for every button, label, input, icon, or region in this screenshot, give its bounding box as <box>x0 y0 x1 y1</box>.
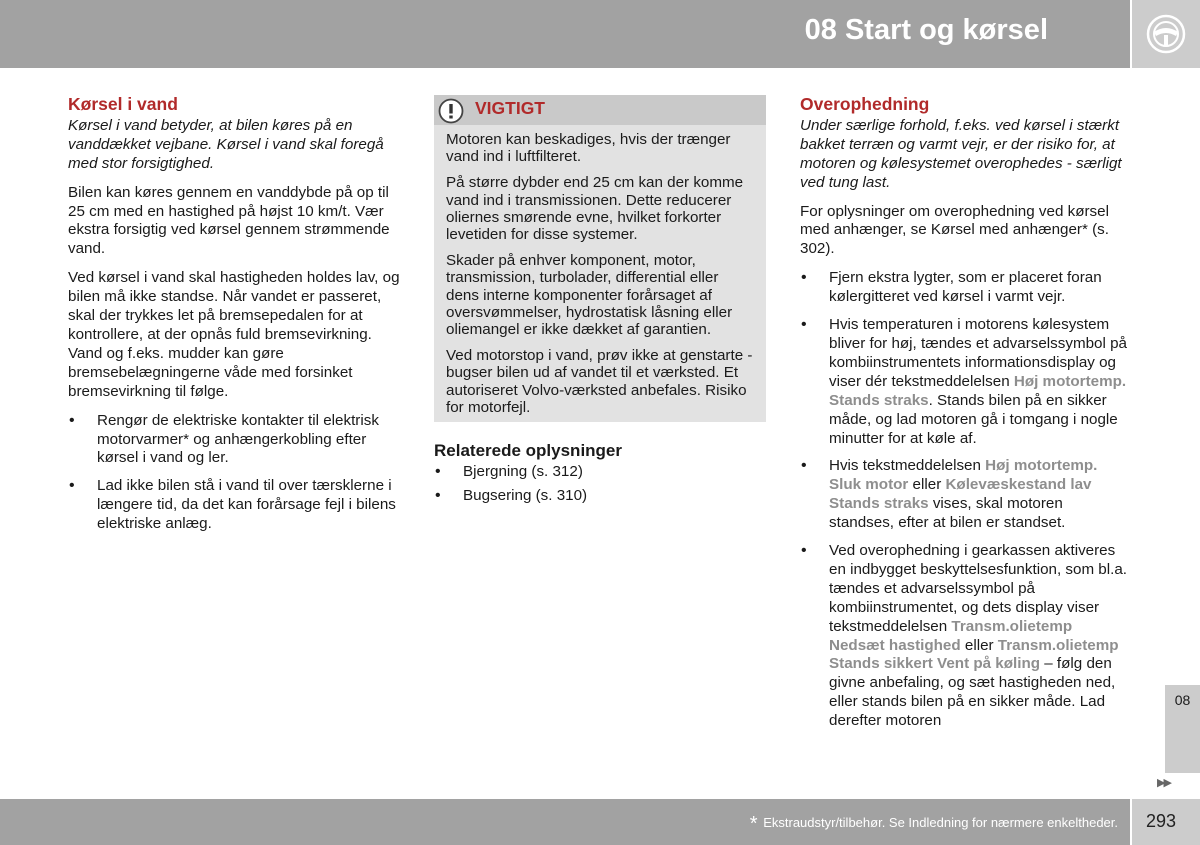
column-warning <box>434 95 766 511</box>
asterisk: * <box>749 813 758 835</box>
bullet-list <box>68 412 406 534</box>
display-message: Transm.olietemp Stands sikkert Vent på køling <box>829 636 1119 673</box>
double-chevron-right-icon: ▶▶ <box>1157 777 1170 789</box>
chapter-tab-label: 08 <box>1174 692 1191 708</box>
text: eller <box>960 636 998 654</box>
footer-note <box>750 813 1118 836</box>
text: Hvis temperaturen i motorens kølesystem bliver for høj, tændes et advarselssymbol på kombiinstrumentets informationsdisplay og viser dér tekstmeddelelsen <box>829 316 1127 390</box>
header-bar <box>0 0 1130 68</box>
body-paragraph: Bilen kan køres gennem en vanddybde på op til 25 cm med en hastighed på højst 10 km/t. Vær ekstra forsigtig ved kørsel gennem strømmende vand. <box>68 183 390 258</box>
text: – følg den givne anbefaling, og sæt hastigheden ned, eller stands bilen på en sikker måde. Lad derefter motoren <box>829 655 1116 730</box>
warning-title: VIGTIGT <box>475 98 545 118</box>
warning-paragraph: På større dybder end 25 cm kan der komme vand ind i transmissionen. Dette reducerer oliernes smørende evne, hvilket forkorter levetiden for disse systemer. <box>446 174 744 244</box>
list-item: • Lad ikke bilen stå i vand til over tærsklerne i længere tid, da det kan forårsage fejl i bilens elektriske anlæg. <box>68 477 406 534</box>
body-paragraph: For oplysninger om overophedning ved kørsel med anhænger, se Kørsel med anhænger* (s. 302). <box>800 202 1109 258</box>
intro-paragraph: Kørsel i vand betyder, at bilen køres på en vanddækket vejbane. Kørsel i vand skal foregå med stor forsigtighed. <box>68 116 384 172</box>
footer-note-text: Ekstraudstyr/tilbehør. Se Indledning for nærmere enkeltheder. <box>763 815 1118 830</box>
footer-bar <box>0 799 1130 845</box>
related-heading: Relaterede oplysninger <box>434 441 623 461</box>
related-link[interactable]: • Bugsering (s. 310) <box>434 487 766 506</box>
page-number: 293 <box>1146 811 1177 831</box>
text: Ved overophedning i gearkassen aktiveres en indbygget beskyttelsesfunktion, som bl.a. tændes et advarselssymbol på kombiinstrumentet, og dets display viser tekstmeddelelsen <box>829 542 1128 635</box>
text: Hvis tekstmeddelelsen <box>829 457 986 475</box>
chapter-title: 08 Start og kørsel <box>804 14 1048 46</box>
warning-paragraph: Ved motorstop i vand, prøv ikke at genstarte - bugser bilen ud af vandet til et værksted. Et autoriseret Volvo-værksted anbefales. Risiko for motorfejl. <box>446 347 753 416</box>
related-link[interactable]: • Bjergning (s. 312) <box>434 463 766 482</box>
body-paragraph: Ved kørsel i vand skal hastigheden holdes lav, og bilen må ikke standse. Når vandet er passeret, skal der trykkes let på bremsepedalen for at kontrollere, at der opnås fuld bremsevirkning. Vand og f.eks. mudder kan gøre bremsebelægningerne våde med forsinket bremsevirkning til følge. <box>68 269 400 400</box>
text: . Stands bilen på en sikker måde, og lad motoren gå i tomgang i nogle minutter for at køle af. <box>829 391 1118 447</box>
intro-paragraph: Under særlige forhold, f.eks. ved kørsel i stærkt bakket terræn og varmt vejr, er der risiko for, at motoren og kølesystemet overophedes - særligt ved tung last. <box>800 116 1122 191</box>
warning-box <box>434 95 766 422</box>
text: eller <box>908 476 946 494</box>
column-overheating <box>800 95 1132 740</box>
section-heading: Overophedning <box>800 94 930 114</box>
display-message: Høj motortemp. Stands straks <box>829 372 1127 409</box>
list-item: • Fjern ekstra lygter, som er placeret foran kølergitteret ved kørsel i varmt vejr. <box>800 269 1132 307</box>
column-driving-in-water <box>68 95 406 543</box>
exclamation-circle-icon <box>438 98 464 124</box>
display-message: Kølevæskestand lav Stands straks <box>829 476 1092 513</box>
list-item <box>800 457 1132 533</box>
list-item: • Rengør de elektriske kontakter til elektrisk motorvarmer* og anhængerkobling efter kørsel i vand og ler. <box>68 412 406 469</box>
text: vises, skal motoren standses, efter at bilen er standset. <box>829 495 1066 532</box>
bullet-list <box>800 269 1132 731</box>
chapter-icon-box <box>1132 0 1200 68</box>
page-number-box <box>1132 799 1200 845</box>
display-message: Transm.olietemp Nedsæt hastighed <box>829 617 1073 654</box>
warning-header <box>434 95 766 125</box>
section-heading: Kørsel i vand <box>68 94 178 114</box>
chapter-tab <box>1165 685 1200 773</box>
warning-paragraph: Skader på enhver komponent, motor, transmission, turbolader, differential eller dens interne komponenter forårsaget af oversvømmelser, hydrostatisk låsning eller oliemangel er ikke dækket af garantien. <box>446 252 733 339</box>
steering-wheel-icon <box>1146 14 1186 54</box>
list-item <box>800 316 1132 448</box>
warning-paragraph: Motoren kan beskadiges, hvis der trænger vand ind i luftfilteret. <box>446 131 731 166</box>
list-item <box>800 542 1132 731</box>
related-list <box>434 463 766 506</box>
display-message: Høj motortemp. Sluk motor <box>829 457 1098 494</box>
